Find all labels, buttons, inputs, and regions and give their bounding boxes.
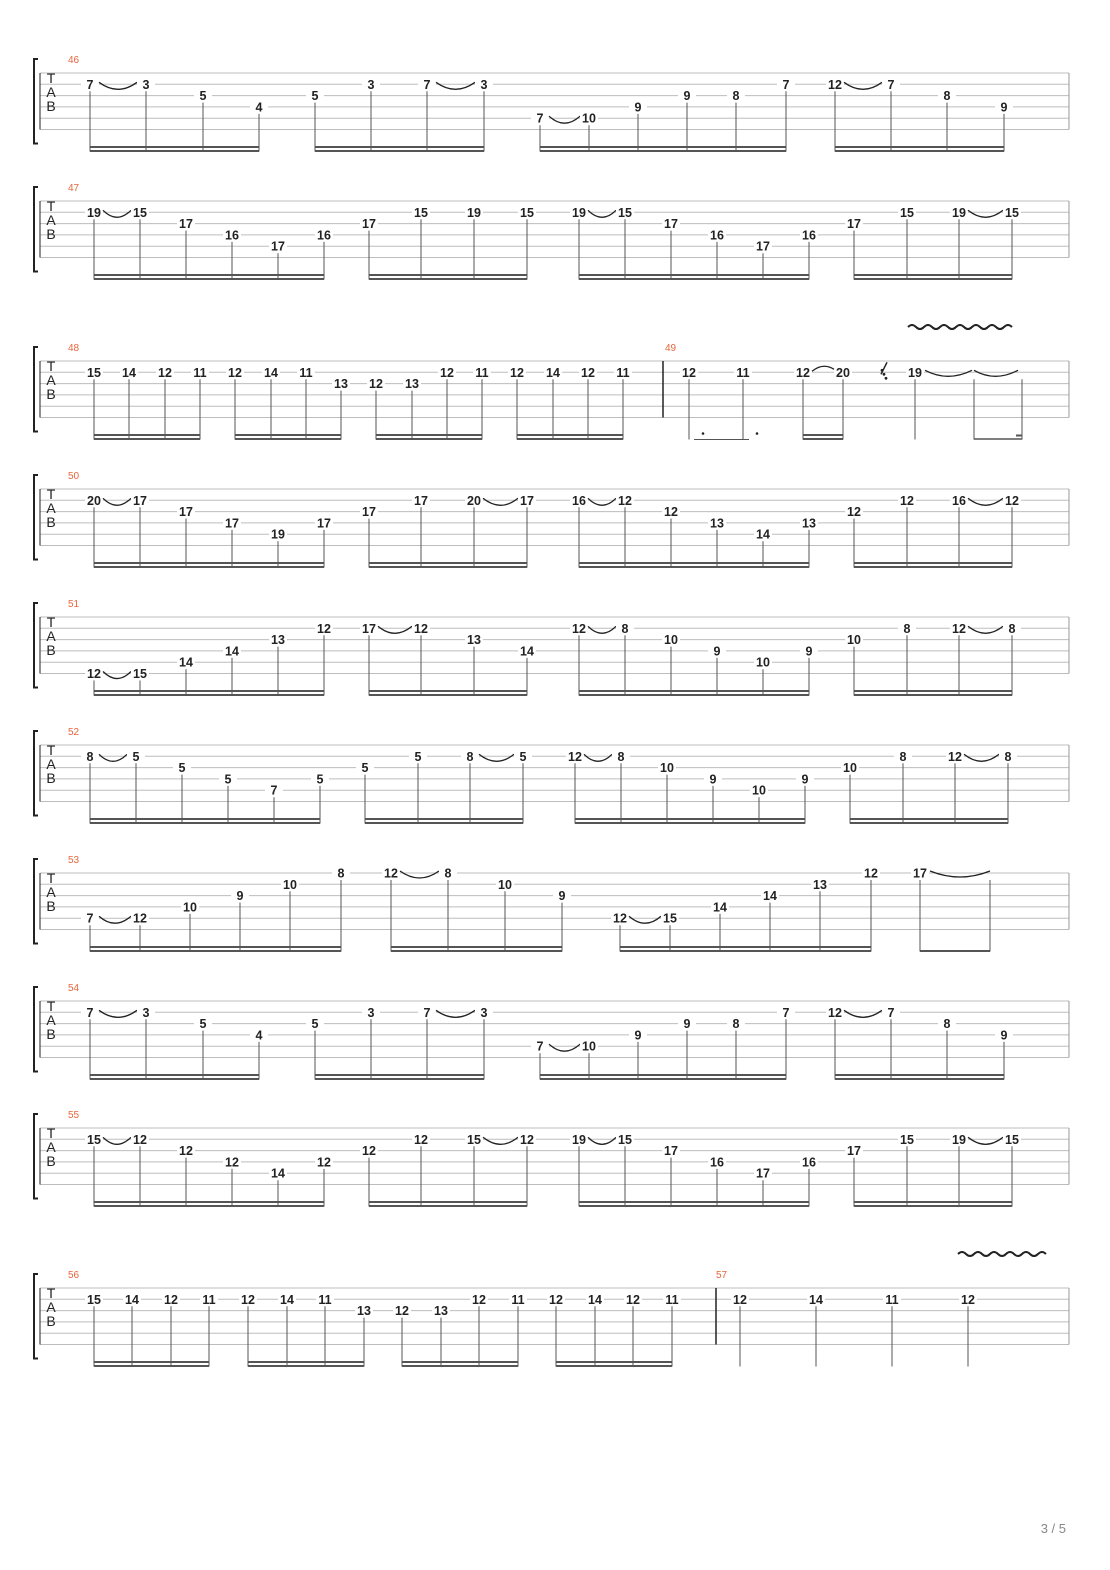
tab-clef-letter: B xyxy=(46,98,56,114)
system-bracket xyxy=(34,987,38,1072)
fret-number: 11 xyxy=(665,1292,679,1307)
fret-number: 13 xyxy=(434,1304,448,1319)
fret-number: 12 xyxy=(682,365,696,380)
fret-number: 13 xyxy=(357,1304,371,1319)
tie-arc xyxy=(584,754,612,761)
fret-number: 3 xyxy=(367,77,375,92)
tie-arc xyxy=(99,1010,137,1017)
fret-number: 12 xyxy=(626,1292,640,1307)
fret-number: 11 xyxy=(193,365,207,380)
fret-number: 8 xyxy=(943,1017,951,1032)
fret-number: 17 xyxy=(179,505,193,520)
tab-system xyxy=(34,983,1069,1080)
fret-number: 12 xyxy=(733,1292,747,1307)
fret-number: 17 xyxy=(362,217,376,232)
fret-number: 11 xyxy=(616,365,630,380)
measure-number: 50 xyxy=(68,471,80,482)
fret-number: 16 xyxy=(802,1155,816,1170)
dot xyxy=(702,432,705,435)
fret-number: 17 xyxy=(317,516,331,531)
fret-number: 16 xyxy=(225,228,239,243)
slide-arc xyxy=(812,366,834,371)
grace-dot xyxy=(883,373,886,376)
fret-number: 15 xyxy=(87,365,101,380)
fret-number: 17 xyxy=(847,217,861,232)
tie-arc xyxy=(629,916,661,923)
fret-number: 5 xyxy=(178,761,186,776)
vibrato-icon xyxy=(908,325,1012,329)
tab-system xyxy=(34,471,1069,568)
fret-number: 15 xyxy=(414,205,428,220)
fret-number: 19 xyxy=(467,205,481,220)
tie-arc xyxy=(968,210,1003,217)
fret-number: 11 xyxy=(511,1292,525,1307)
fret-number: 7 xyxy=(782,77,790,92)
fret-number: 12 xyxy=(847,505,861,520)
fret-number: 12 xyxy=(828,1005,842,1020)
fret-number: 12 xyxy=(158,365,172,380)
fret-number: 12 xyxy=(948,749,962,764)
fret-number: 4 xyxy=(255,100,263,115)
fret-number: 13 xyxy=(710,516,724,531)
fret-number: 7 xyxy=(423,77,431,92)
grace-dot xyxy=(885,377,888,380)
fret-number: 5 xyxy=(311,1017,319,1032)
fret-number: 15 xyxy=(1005,1132,1019,1147)
fret-number: 7 xyxy=(782,1005,790,1020)
measure-number: 47 xyxy=(68,183,80,194)
fret-number: 12 xyxy=(568,749,582,764)
fret-number: 14 xyxy=(588,1292,602,1307)
fret-number: 10 xyxy=(498,877,512,892)
fret-number: 9 xyxy=(683,89,691,104)
measure-number: 57 xyxy=(716,1270,728,1281)
fret-number: 7 xyxy=(86,77,94,92)
tab-clef-letter: T xyxy=(46,358,56,374)
tie-arc xyxy=(103,210,131,217)
fret-number: 8 xyxy=(732,89,740,104)
fret-number: 8 xyxy=(444,866,452,881)
fret-number: 12 xyxy=(581,365,595,380)
fret-number: 12 xyxy=(241,1292,255,1307)
fret-number: 12 xyxy=(510,365,524,380)
tie-arc xyxy=(483,1137,518,1144)
system-bracket xyxy=(34,347,38,432)
system-bracket xyxy=(34,59,38,144)
tab-clef-letter: T xyxy=(46,614,56,630)
measure-number: 54 xyxy=(68,983,80,994)
fret-number: 15 xyxy=(467,1132,481,1147)
system-bracket xyxy=(34,603,38,688)
fret-number: 13 xyxy=(271,633,285,648)
fret-number: 14 xyxy=(271,1166,285,1181)
fret-number: 10 xyxy=(183,900,197,915)
fret-number: 20 xyxy=(467,493,481,508)
fret-number: 16 xyxy=(572,493,586,508)
fret-number: 15 xyxy=(133,205,147,220)
fret-number: 5 xyxy=(316,772,324,787)
fret-number: 7 xyxy=(423,1005,431,1020)
fret-number: 3 xyxy=(367,1005,375,1020)
fret-number: 12 xyxy=(549,1292,563,1307)
tab-clef-letter: T xyxy=(46,70,56,86)
tie-arc xyxy=(378,626,412,633)
fret-number: 3 xyxy=(142,77,150,92)
fret-number: 11 xyxy=(318,1292,332,1307)
fret-number: 9 xyxy=(683,1017,691,1032)
fret-number: 14 xyxy=(546,365,560,380)
fret-number: 15 xyxy=(520,205,534,220)
fret-number: 19 xyxy=(572,205,586,220)
tie-arc xyxy=(436,82,475,89)
fret-number: 16 xyxy=(802,228,816,243)
grace-dot xyxy=(881,369,884,372)
fret-number: 10 xyxy=(582,1039,596,1054)
tab-clef-letter: T xyxy=(46,998,56,1014)
fret-number: 14 xyxy=(122,365,136,380)
tie-arc xyxy=(103,1137,131,1144)
fret-number: 9 xyxy=(634,1028,642,1043)
fret-number: 17 xyxy=(271,239,285,254)
tie-arc xyxy=(844,1010,882,1017)
page-number: 3 / 5 xyxy=(1040,1521,1066,1536)
tab-clef-letter: T xyxy=(46,870,56,886)
fret-number: 9 xyxy=(558,889,566,904)
fret-number: 8 xyxy=(1008,621,1016,636)
fret-number: 19 xyxy=(271,527,285,542)
fret-number: 15 xyxy=(663,911,677,926)
fret-number: 12 xyxy=(961,1292,975,1307)
fret-number: 9 xyxy=(634,100,642,115)
fret-number: 19 xyxy=(952,205,966,220)
fret-number: 17 xyxy=(225,516,239,531)
fret-number: 15 xyxy=(87,1132,101,1147)
fret-number: 8 xyxy=(337,866,345,881)
fret-number: 10 xyxy=(660,761,674,776)
tab-clef-letter: B xyxy=(46,386,56,402)
tab-clef-letter: B xyxy=(46,514,56,530)
tab-system xyxy=(34,1110,1069,1207)
fret-number: 12 xyxy=(472,1292,486,1307)
fret-number: 7 xyxy=(86,1005,94,1020)
fret-number: 12 xyxy=(414,621,428,636)
fret-number: 8 xyxy=(466,749,474,764)
fret-number: 20 xyxy=(87,493,101,508)
fret-number: 9 xyxy=(1000,1028,1008,1043)
fret-number: 10 xyxy=(582,111,596,126)
fret-number: 15 xyxy=(133,667,147,681)
fret-number: 11 xyxy=(736,365,750,380)
tie-arc xyxy=(549,116,580,123)
fret-number: 9 xyxy=(805,644,813,659)
fret-number: 12 xyxy=(133,1132,147,1147)
fret-number: 9 xyxy=(236,889,244,904)
fret-number: 7 xyxy=(887,77,895,92)
system-bracket xyxy=(34,475,38,560)
fret-number: 14 xyxy=(713,900,727,915)
tie-arc xyxy=(968,498,1003,505)
fret-number: 8 xyxy=(86,749,94,764)
tab-clef-letter: T xyxy=(46,198,56,214)
fret-number: 17 xyxy=(133,493,147,508)
tab-clef-letter: B xyxy=(46,898,56,914)
tab-clef-letter: B xyxy=(46,1153,56,1169)
fret-number: 17 xyxy=(520,493,534,508)
fret-number: 5 xyxy=(224,772,232,787)
fret-number: 3 xyxy=(480,1005,488,1020)
fret-number: 12 xyxy=(520,1132,534,1147)
system-bracket xyxy=(34,1114,38,1199)
tie-arc xyxy=(483,498,518,505)
fret-number: 5 xyxy=(199,1017,207,1032)
fret-number: 17 xyxy=(362,621,376,636)
tie-arc xyxy=(479,754,514,761)
fret-number: 3 xyxy=(142,1005,150,1020)
fret-number: 8 xyxy=(903,621,911,636)
fret-number: 10 xyxy=(752,783,766,798)
fret-number: 8 xyxy=(621,621,629,636)
fret-number: 12 xyxy=(664,505,678,520)
measure-number: 55 xyxy=(68,1110,80,1121)
tie-arc xyxy=(964,754,999,761)
tab-clef-letter: T xyxy=(46,1125,56,1141)
fret-number: 7 xyxy=(86,911,94,926)
fret-number: 12 xyxy=(440,365,454,380)
fret-number: 19 xyxy=(572,1132,586,1147)
tab-clef-letter: A xyxy=(46,884,56,900)
tab-clef-letter: T xyxy=(46,742,56,758)
fret-number: 8 xyxy=(617,749,625,764)
fret-number: 16 xyxy=(710,228,724,243)
fret-number: 9 xyxy=(713,644,721,659)
fret-number: 10 xyxy=(664,633,678,648)
fret-number: 12 xyxy=(317,1155,331,1170)
fret-number: 17 xyxy=(756,239,770,254)
fret-number: 15 xyxy=(900,205,914,220)
fret-number: 12 xyxy=(362,1144,376,1159)
fret-number: 14 xyxy=(125,1292,139,1307)
tab-clef-letter: A xyxy=(46,756,56,772)
fret-number: 9 xyxy=(1000,100,1008,115)
tie-arc xyxy=(968,626,1003,633)
tab-system xyxy=(34,727,1069,824)
tie-arc xyxy=(588,498,616,505)
fret-number: 12 xyxy=(900,493,914,508)
tab-system xyxy=(34,183,1069,280)
fret-number: 12 xyxy=(369,377,383,392)
fret-number: 5 xyxy=(199,89,207,104)
measure-number: 48 xyxy=(68,343,80,354)
fret-number: 12 xyxy=(1005,493,1019,508)
system-bracket xyxy=(34,859,38,944)
fret-number: 9 xyxy=(801,772,809,787)
tie-arc xyxy=(99,916,131,923)
fret-number: 17 xyxy=(414,493,428,508)
fret-number: 14 xyxy=(280,1292,294,1307)
fret-number: 14 xyxy=(225,644,239,659)
fret-number: 16 xyxy=(952,493,966,508)
fret-number: 11 xyxy=(299,365,313,380)
tab-clef-letter: A xyxy=(46,628,56,644)
tab-system xyxy=(34,855,1069,952)
measure-number: 53 xyxy=(68,855,80,866)
fret-number: 7 xyxy=(887,1005,895,1020)
fret-number: 13 xyxy=(467,633,481,648)
fret-number: 5 xyxy=(414,749,422,764)
fret-number: 5 xyxy=(311,89,319,104)
tab-clef-letter: A xyxy=(46,372,56,388)
fret-number: 12 xyxy=(864,866,878,881)
tie-arc xyxy=(968,1137,1003,1144)
measure-number: 46 xyxy=(68,55,80,66)
fret-number: 12 xyxy=(613,911,627,926)
vibrato-icon xyxy=(958,1252,1046,1256)
tie-arc xyxy=(930,871,990,877)
fret-number: 17 xyxy=(847,1144,861,1159)
fret-number: 12 xyxy=(133,911,147,926)
tab-clef-letter: B xyxy=(46,770,56,786)
tab-clef-letter: A xyxy=(46,1299,56,1315)
fret-number: 14 xyxy=(264,365,278,380)
fret-number: 12 xyxy=(317,621,331,636)
fret-number: 15 xyxy=(87,1292,101,1307)
tab-clef-letter: A xyxy=(46,1139,56,1155)
fret-number: 12 xyxy=(228,365,242,380)
system-bracket xyxy=(34,731,38,816)
fret-number: 12 xyxy=(618,493,632,508)
tab-clef-letter: A xyxy=(46,212,56,228)
fret-number: 14 xyxy=(520,644,534,659)
fret-number: 9 xyxy=(709,772,717,787)
tab-clef-letter: T xyxy=(46,486,56,502)
fret-number: 17 xyxy=(913,866,927,881)
fret-number: 11 xyxy=(202,1292,216,1307)
fret-number: 5 xyxy=(361,761,369,776)
fret-number: 16 xyxy=(710,1155,724,1170)
fret-number: 8 xyxy=(732,1017,740,1032)
fret-number: 12 xyxy=(179,1144,193,1159)
fret-number: 7 xyxy=(536,1039,544,1054)
fret-number: 14 xyxy=(763,889,777,904)
tab-clef-letter: B xyxy=(46,1313,56,1329)
tie-arc xyxy=(588,626,616,633)
tab-clef-letter: A xyxy=(46,84,56,100)
fret-number: 12 xyxy=(87,667,101,681)
tie-arc xyxy=(99,82,137,89)
fret-number: 14 xyxy=(179,655,193,670)
tie-arc xyxy=(400,871,439,878)
tie-arc xyxy=(103,498,131,505)
fret-number: 10 xyxy=(756,655,770,670)
fret-number: 13 xyxy=(405,377,419,392)
fret-number: 17 xyxy=(179,217,193,232)
fret-number: 20 xyxy=(836,365,850,380)
tab-clef-letter: B xyxy=(46,1026,56,1042)
fret-number: 8 xyxy=(1004,749,1012,764)
fret-number: 15 xyxy=(1005,205,1019,220)
tie-arc xyxy=(588,210,616,217)
tie-arc xyxy=(103,672,131,679)
fret-number: 17 xyxy=(362,505,376,520)
measure-number: 49 xyxy=(665,343,677,354)
fret-number: 12 xyxy=(414,1132,428,1147)
dot xyxy=(756,432,759,435)
tab-clef-letter: T xyxy=(46,1285,56,1301)
tab-system xyxy=(34,599,1069,696)
fret-number: 4 xyxy=(255,1028,263,1043)
tab-clef-letter: A xyxy=(46,500,56,516)
tie-arc xyxy=(974,370,1018,376)
tab-system xyxy=(34,325,1069,440)
fret-number: 8 xyxy=(899,749,907,764)
fret-number: 11 xyxy=(475,365,489,380)
fret-number: 12 xyxy=(164,1292,178,1307)
tie-arc xyxy=(588,1137,616,1144)
system-bracket xyxy=(34,1274,38,1359)
tie-arc xyxy=(844,82,882,89)
fret-number: 10 xyxy=(847,633,861,648)
fret-number: 5 xyxy=(519,749,527,764)
fret-number: 7 xyxy=(270,783,278,798)
fret-number: 16 xyxy=(317,228,331,243)
tie-arc xyxy=(436,1010,475,1017)
fret-number: 3 xyxy=(480,77,488,92)
fret-number: 13 xyxy=(802,516,816,531)
fret-number: 15 xyxy=(900,1132,914,1147)
tab-system xyxy=(34,1252,1069,1367)
fret-number: 13 xyxy=(813,877,827,892)
measure-number: 56 xyxy=(68,1270,80,1281)
measure-number: 51 xyxy=(68,599,80,610)
system-bracket xyxy=(34,187,38,272)
fret-number: 14 xyxy=(809,1292,823,1307)
fret-number: 15 xyxy=(618,205,632,220)
fret-number: 11 xyxy=(885,1292,899,1307)
fret-number: 12 xyxy=(225,1155,239,1170)
fret-number: 12 xyxy=(395,1304,409,1319)
fret-number: 13 xyxy=(334,377,348,392)
fret-number: 12 xyxy=(828,77,842,92)
fret-number: 17 xyxy=(664,1144,678,1159)
tab-clef-letter: B xyxy=(46,226,56,242)
tab-system xyxy=(34,55,1069,152)
tie-arc xyxy=(99,754,127,761)
fret-number: 8 xyxy=(943,89,951,104)
fret-number: 17 xyxy=(756,1166,770,1181)
tab-clef-letter: B xyxy=(46,642,56,658)
fret-number: 15 xyxy=(618,1132,632,1147)
fret-number: 12 xyxy=(572,621,586,636)
fret-number: 10 xyxy=(283,877,297,892)
fret-number: 17 xyxy=(664,217,678,232)
fret-number: 19 xyxy=(908,365,922,380)
tab-clef-letter: A xyxy=(46,1012,56,1028)
fret-number: 10 xyxy=(843,761,857,776)
tie-arc xyxy=(925,370,972,376)
fret-number: 19 xyxy=(952,1132,966,1147)
fret-number: 12 xyxy=(952,621,966,636)
fret-number: 7 xyxy=(536,111,544,126)
fret-number: 14 xyxy=(756,527,770,542)
fret-number: 12 xyxy=(796,365,810,380)
fret-number: 19 xyxy=(87,205,101,220)
tie-arc xyxy=(549,1044,580,1051)
fret-number: 5 xyxy=(132,749,140,764)
fret-number: 12 xyxy=(384,866,398,881)
measure-number: 52 xyxy=(68,727,80,738)
